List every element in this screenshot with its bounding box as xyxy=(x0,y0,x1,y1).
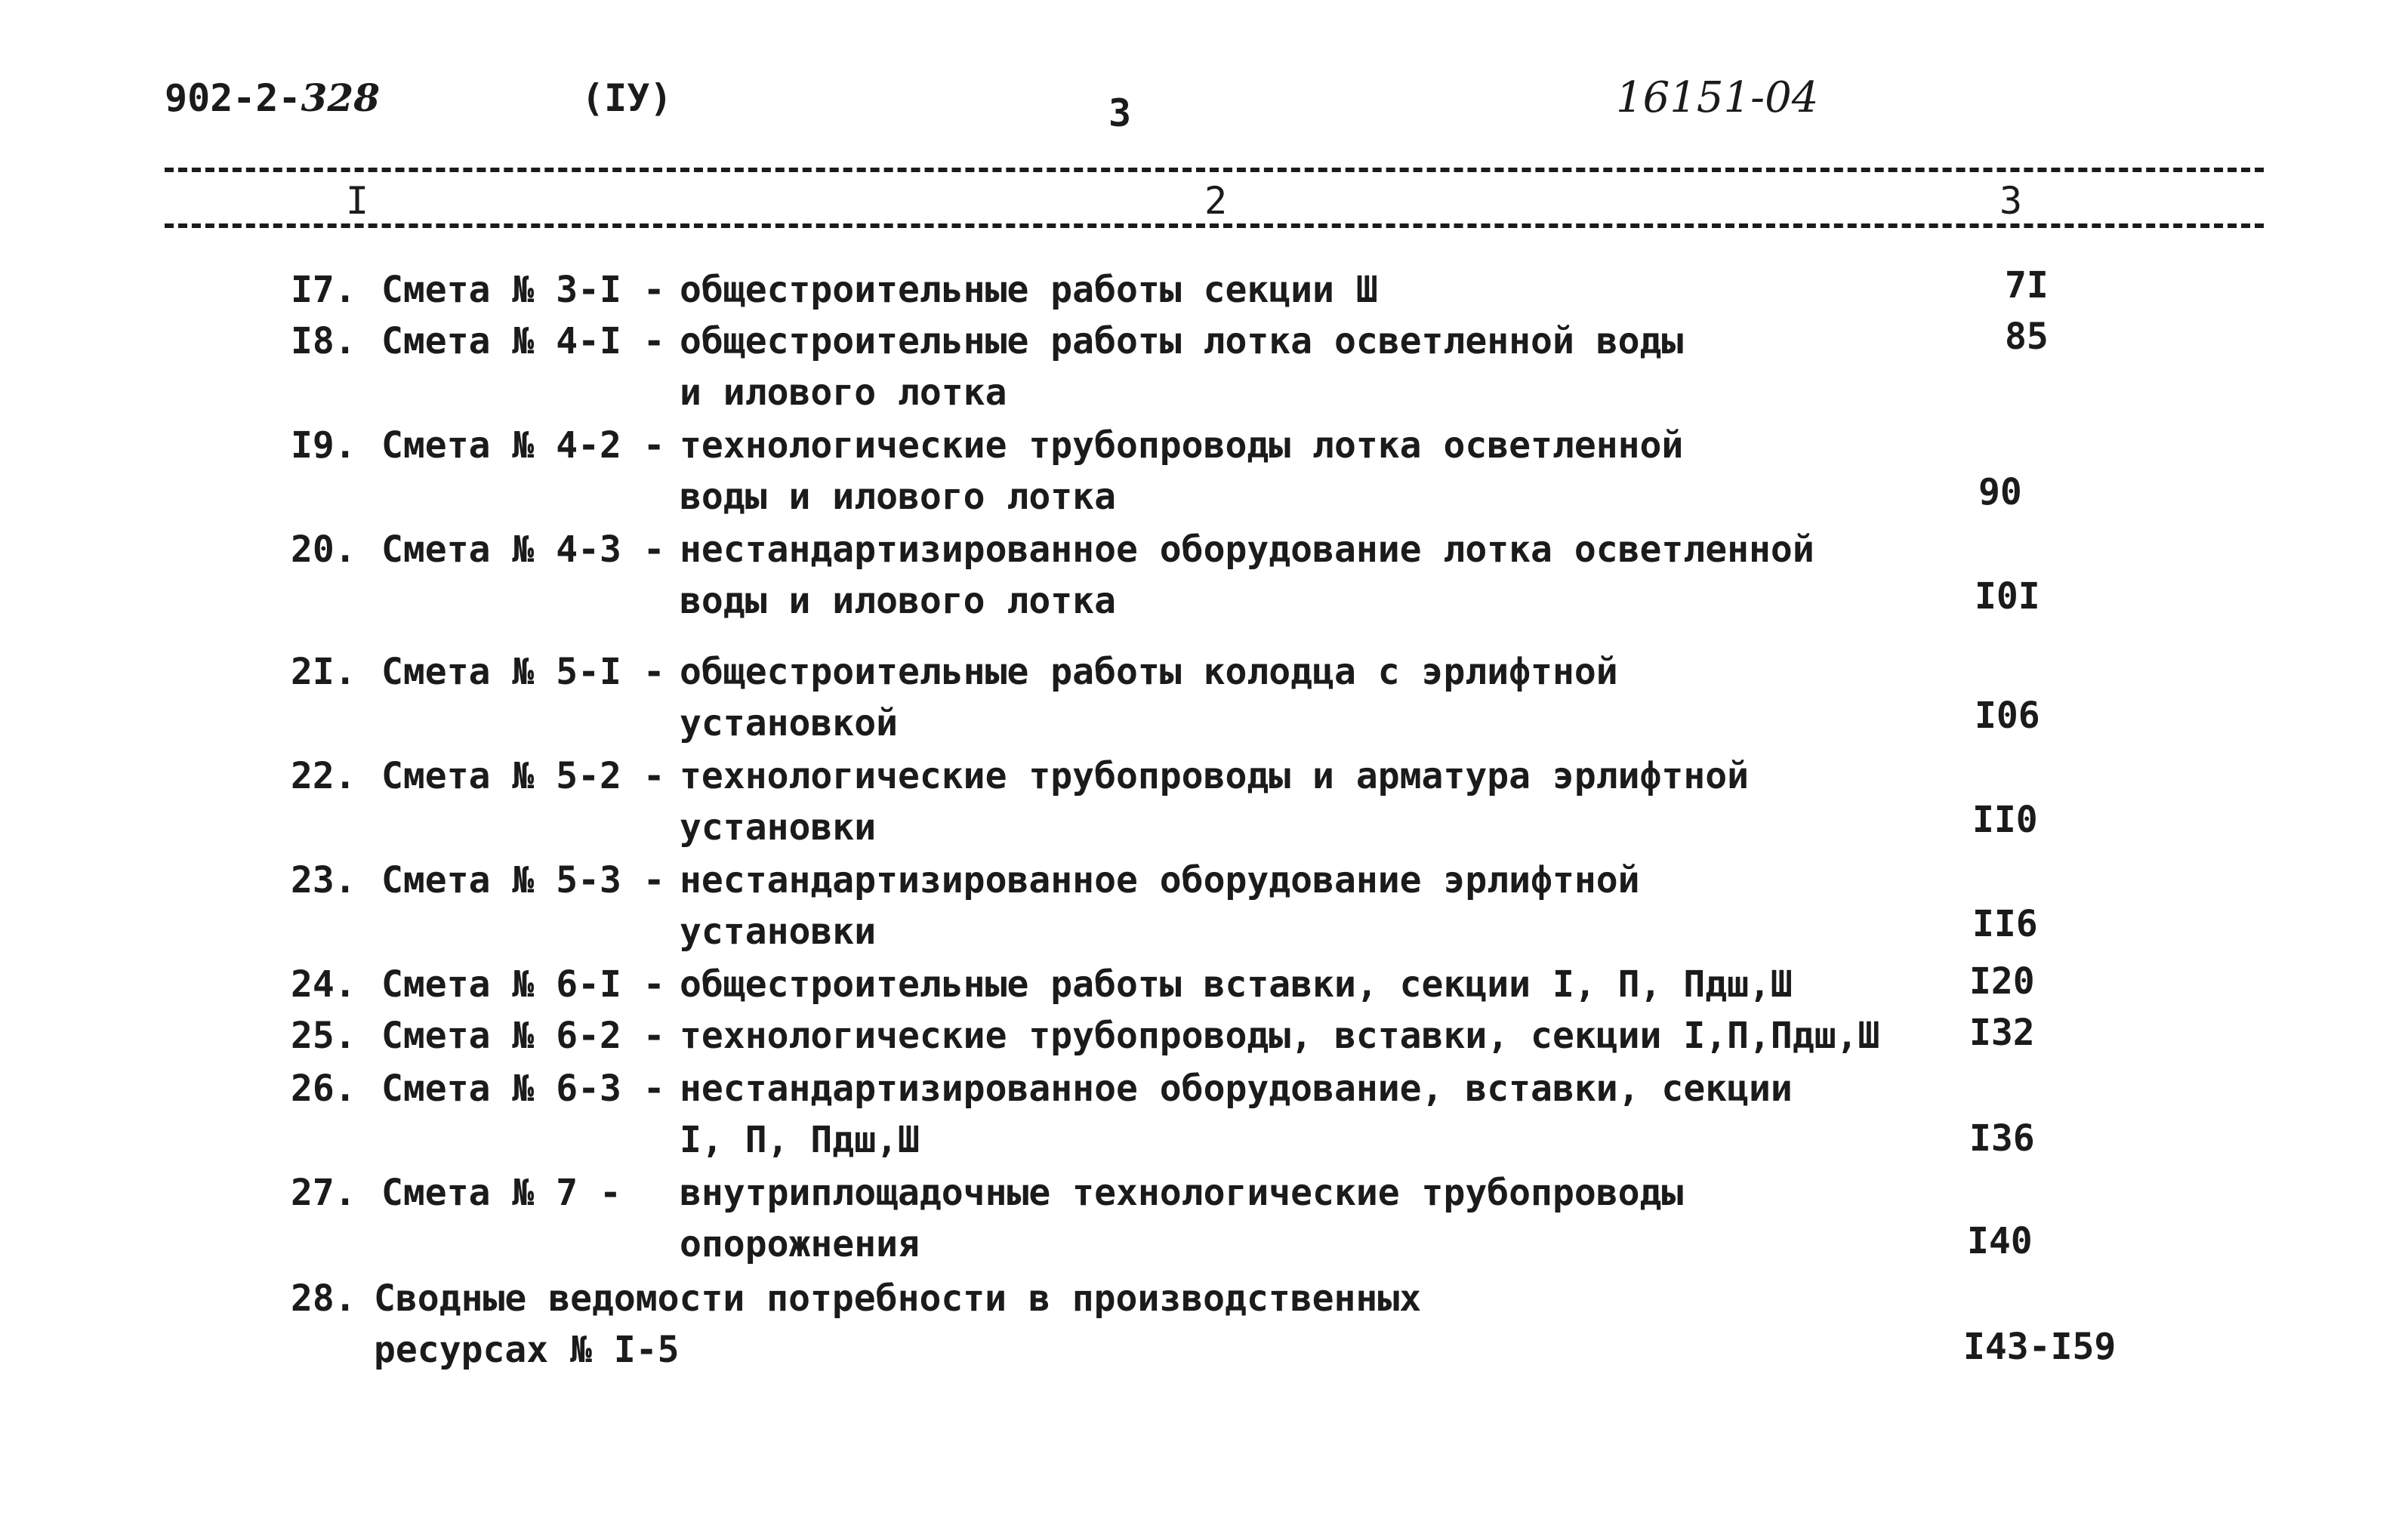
entry-reference: Смета № 5-2 - xyxy=(381,755,665,797)
entry-number: 27. xyxy=(291,1172,356,1214)
entry-reference: Смета № 7 - xyxy=(381,1172,621,1214)
entry-page: I40 xyxy=(1967,1220,2033,1262)
entry-description: общестроительные работы секции Ш xyxy=(680,269,1378,311)
entry-page: I43-I59 xyxy=(1963,1326,2117,1368)
entry-number: 20. xyxy=(291,528,356,571)
entry-page: I32 xyxy=(1969,1012,2035,1054)
entry-description: внутриплощадочные технологические трубопроводы xyxy=(680,1172,1684,1214)
entry-description: воды и илового лотка xyxy=(680,580,1116,622)
document-code-printed: 902-2- xyxy=(165,76,301,120)
entry-description: установкой xyxy=(680,702,898,744)
entry-number: 26. xyxy=(291,1068,356,1110)
entry-reference: Смета № 4-2 - xyxy=(381,424,665,467)
entry-page: I36 xyxy=(1969,1117,2035,1160)
entry-description: опорожнения xyxy=(680,1223,920,1265)
entry-number: I9. xyxy=(291,424,356,467)
entry-reference: Смета № 4-3 - xyxy=(381,528,665,571)
entry-description: и илового лотка xyxy=(680,371,1007,414)
entry-number: I8. xyxy=(291,320,356,362)
entry-reference: Смета № 6-I - xyxy=(381,963,665,1006)
entry-number: 25. xyxy=(291,1015,356,1057)
entry-page: II6 xyxy=(1972,903,2038,945)
document-number: 16151-04 xyxy=(1616,73,1819,122)
entry-description: общестроительные работы лотка осветленной воды xyxy=(680,320,1684,362)
entry-description: нестандартизированное оборудование лотка осветленной xyxy=(680,528,1814,571)
entry-page: I0I xyxy=(1975,575,2040,618)
entry-description: нестандартизированное оборудование эрлифтной xyxy=(680,859,1640,901)
entry-description: нестандартизированное оборудование, вставки, секции xyxy=(680,1068,1793,1110)
entry-page: II0 xyxy=(1972,799,2038,841)
entry-description: I, П, Пдш,Ш xyxy=(680,1119,920,1161)
entry-reference: Смета № 5-I - xyxy=(381,651,665,693)
entry-number: I7. xyxy=(291,269,356,311)
page-number: 3 xyxy=(1108,91,1132,135)
entry-number: 24. xyxy=(291,963,356,1006)
entry-reference: Сводные ведомости потребности в производственных xyxy=(374,1277,1422,1320)
entry-number: 23. xyxy=(291,859,356,901)
entry-reference: Смета № 5-3 - xyxy=(381,859,665,901)
entry-description: общестроительные работы колодца с эрлифтной xyxy=(680,651,1618,693)
entry-description: установки xyxy=(680,806,877,849)
entry-reference: Смета № 4-I - xyxy=(381,320,665,362)
entry-number: 28. xyxy=(291,1277,356,1320)
section-label: (IУ) xyxy=(581,76,673,120)
entry-description: установки xyxy=(680,911,877,953)
entry-number: 2I. xyxy=(291,651,356,693)
entry-description: общестроительные работы вставки, секции I, П, Пдш,Ш xyxy=(680,963,1793,1006)
column-number-1: I xyxy=(338,180,376,222)
entry-page: 7I xyxy=(2005,264,2049,307)
entry-description: технологические трубопроводы лотка осветленной xyxy=(680,424,1684,467)
entry-reference: Смета № 6-2 - xyxy=(381,1015,665,1057)
entry-number: 22. xyxy=(291,755,356,797)
entry-page: 90 xyxy=(1978,471,2022,513)
entry-description: воды и илового лотка xyxy=(680,476,1116,518)
entry-description: технологические трубопроводы и арматура эрлифтной xyxy=(680,755,1750,797)
column-number-2: 2 xyxy=(1197,180,1235,222)
entry-page: I06 xyxy=(1975,695,2040,737)
column-number-3: 3 xyxy=(1992,180,2030,222)
entry-reference: Смета № 6-3 - xyxy=(381,1068,665,1110)
entry-description: ресурсах № I-5 xyxy=(374,1329,680,1371)
entry-page: I20 xyxy=(1969,960,2035,1003)
entry-description: технологические трубопроводы, вставки, секции I,П,Пдш,Ш xyxy=(680,1015,1880,1057)
document-code-handwritten: 328 xyxy=(301,75,380,120)
entry-page: 85 xyxy=(2005,316,2049,358)
entry-reference: Смета № 3-I - xyxy=(381,269,665,311)
